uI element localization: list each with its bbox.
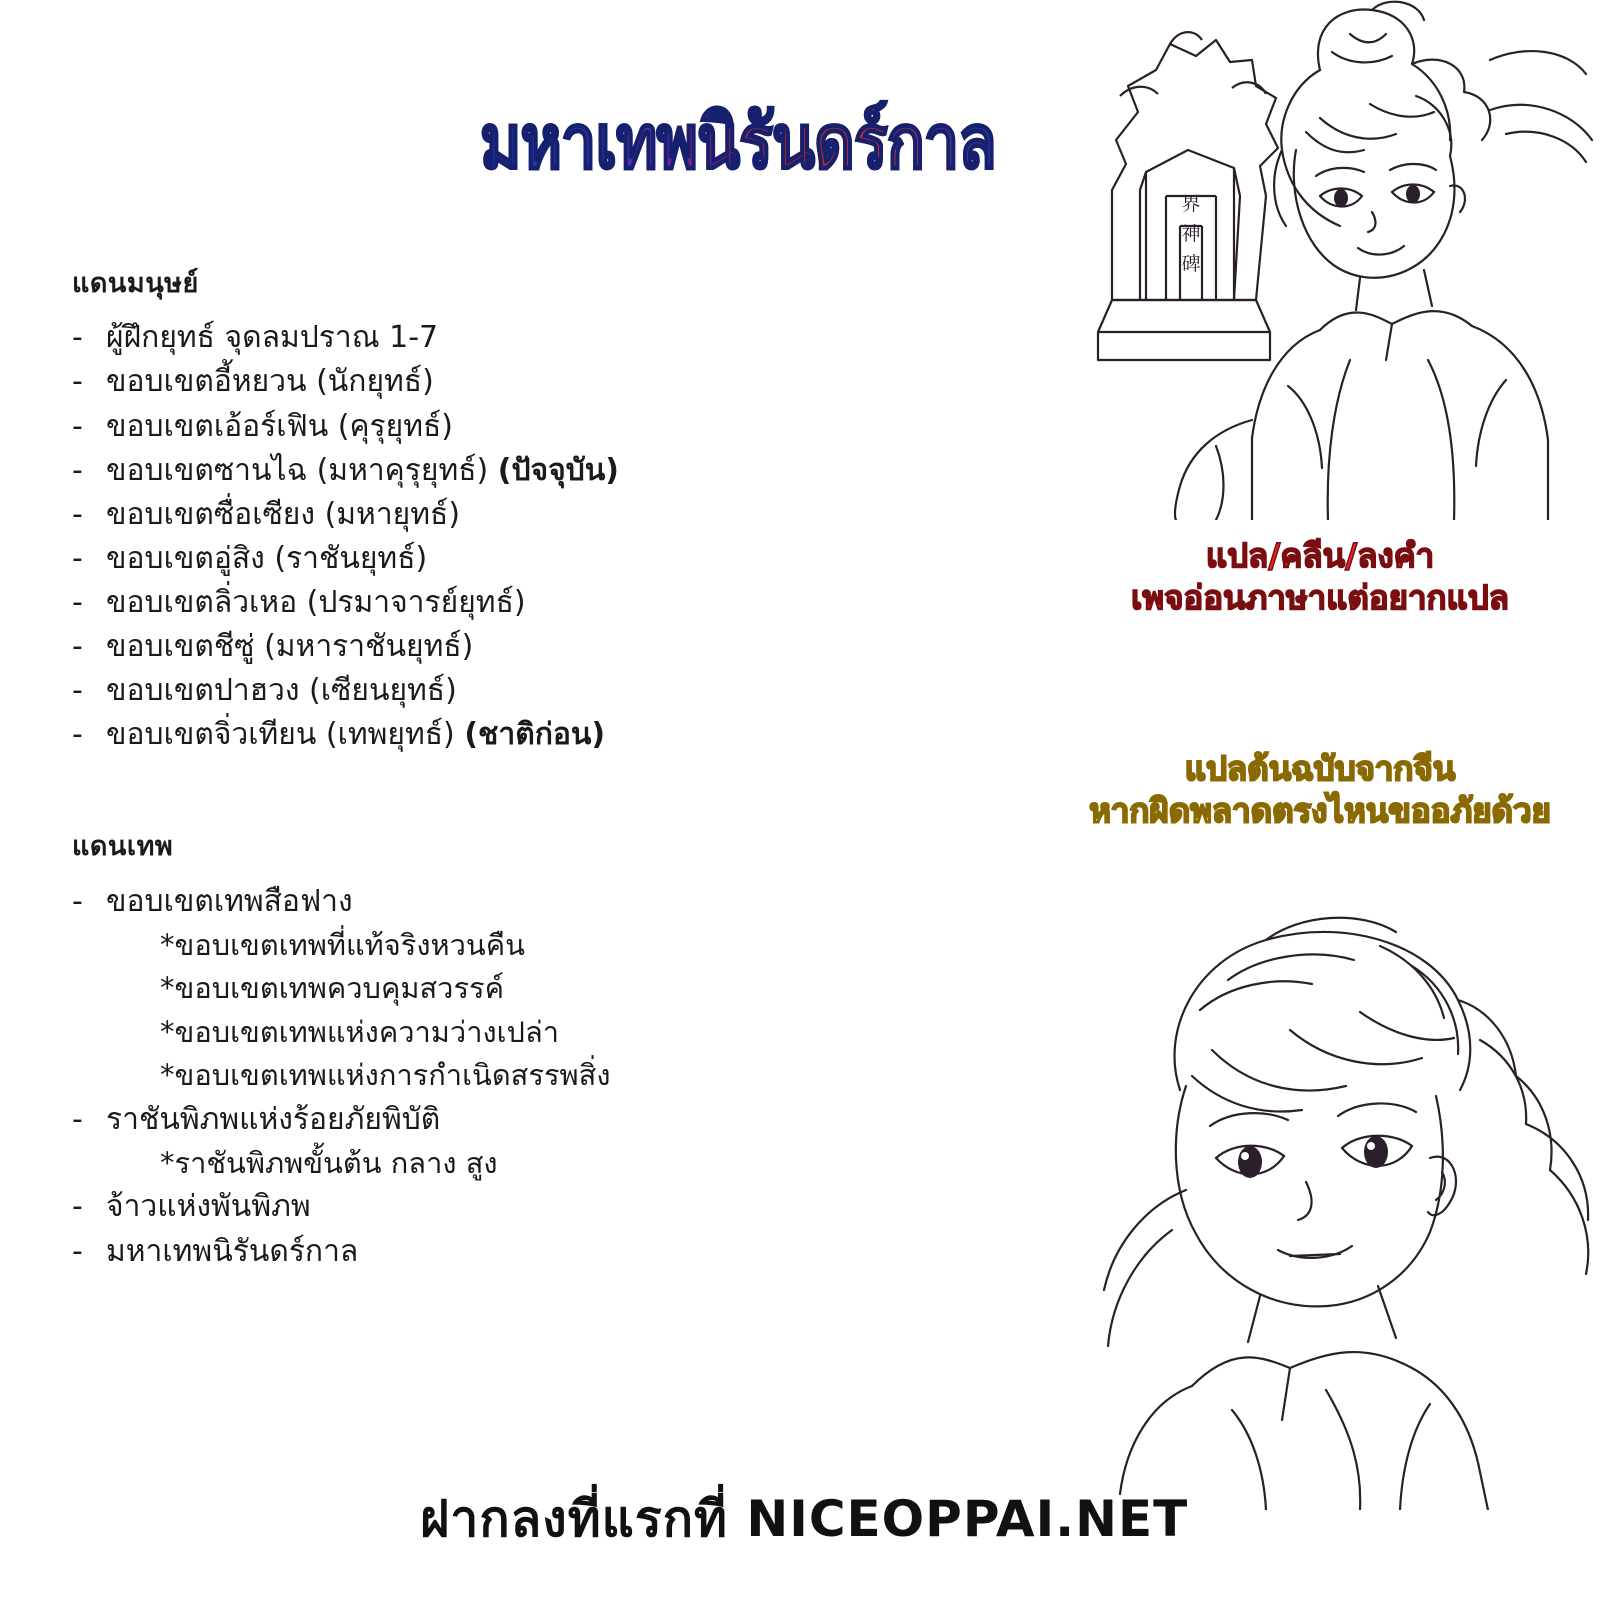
boy-holding-stone-tablet-illustration [1020,0,1620,520]
human-realm-list [72,316,1072,757]
list-item-label: ขอบเขตอี้หยวน (นักยุทธ์) [106,364,434,400]
dash-marker: - [72,496,83,532]
list-item-label: จ้าวแห่งพันพิภพ [106,1189,311,1225]
list-item-label: ขอบเขตอู่สิง (ราชันยุทธ์) [106,540,428,576]
dash-marker: - [72,408,83,444]
dash-marker: - [72,320,83,356]
list-item [72,880,1072,1098]
section-god-realm [72,831,1072,1273]
list-item-label: ขอบเขตซานไฉ (มหาคุรุยุทธ์) [106,452,498,488]
credit-line-1: แปลต้นฉบับจากจีน [1184,749,1456,788]
list-item [72,625,1072,669]
list-item [72,1185,1072,1229]
section-heading: แดนเทพ [72,831,174,863]
dash-marker: - [72,629,83,665]
sub-list-item: *ขอบเขตเทพที่แท้จริงหวนคืน [160,927,525,962]
list-item-label: ขอบเขตชีซู่ (มหาราชันยุทธ์) [106,629,474,665]
dash-marker: - [72,1233,83,1269]
section-human-realm [72,268,1072,757]
list-item-label: ขอบเขตซื่อเซียง (มหายุทธ์) [106,496,461,532]
page-title [480,99,1120,215]
list-item-label: ขอบเขตเอ้อร์เฟิน (คุรุยุทธ์) [106,408,454,444]
dash-marker: - [72,673,83,709]
credit-line-2: เพจอ่อนภาษาแต่อยากแปล [1131,578,1509,618]
list-item [72,493,1072,537]
dash-marker: - [72,584,83,620]
credit-translation-team [1060,535,1580,619]
sub-list-item: *ขอบเขตเทพแห่งความว่างเปล่า [160,1014,560,1049]
dash-marker: - [72,540,83,576]
svg-text:界: 界 [1181,193,1201,215]
sub-list-item: *ราชันพิภพขั้นต้น กลาง สูง [160,1145,498,1180]
dash-marker: - [72,883,83,919]
list-item [72,449,1072,493]
credit-line-2: หากผิดพลาดตรงไหนขออภัยด้วย [1089,791,1551,831]
credit-line-1: แปล/คลีน/ลงคำ [1205,536,1435,575]
dash-marker: - [72,717,83,753]
section-heading: แดนมนุษย์ [72,268,199,299]
list-item-label: ผู้ฝึกยุทธ์ จุดลมปราณ 1-7 [106,320,439,356]
list-item-label: ขอบเขตเทพสือฟาง [106,883,353,919]
list-item-label: ขอบเขตปาฮวง (เซียนยุทธ์) [106,673,457,709]
list-item [72,360,1072,404]
list-item [72,713,1072,757]
list-item [72,316,1072,360]
dash-marker: - [72,364,83,400]
sub-list [106,1142,1072,1186]
dash-marker: - [72,1101,83,1137]
list-item [72,405,1072,449]
list-item-emphasis: (ปัจจุบัน) [497,452,619,488]
page-title-text: มหาเทพนิรันดร์กาล [480,105,1120,179]
credit-source-note [1040,748,1600,832]
section-spacer [72,757,1072,831]
list-item [72,1098,1072,1186]
sub-list [106,924,1072,1098]
list-item [72,537,1072,581]
list-item-label: ราชันพิภพแห่งร้อยภัยพิบัติ [106,1101,441,1137]
god-realm-list [72,880,1072,1274]
svg-text:碑: 碑 [1181,253,1201,275]
sub-list-item: *ขอบเขตเทพแห่งการกำเนิดสรรพสิ่ง [160,1058,611,1093]
footer-credit: ฝากลงที่แรกที่ NICEOPPAI.NET [420,1490,1189,1548]
list-item-label: มหาเทพนิรันดร์กาล [106,1233,359,1269]
dash-marker: - [72,452,83,488]
list-item [72,669,1072,713]
dash-marker: - [72,1189,83,1225]
list-item [72,1230,1072,1274]
list-item-label: ขอบเขตลิ่วเหอ (ปรมาจารย์ยุทธ์) [106,584,526,620]
list-item-emphasis: (ชาติก่อน) [464,717,606,753]
svg-text:神: 神 [1181,223,1201,245]
sub-list-item: *ขอบเขตเทพควบคุมสวรรค์ [160,971,505,1006]
ranks-content [72,268,1072,1274]
list-item [72,581,1072,625]
list-item-label: ขอบเขตจิ่วเทียน (เทพยุทธ์) [106,717,465,753]
